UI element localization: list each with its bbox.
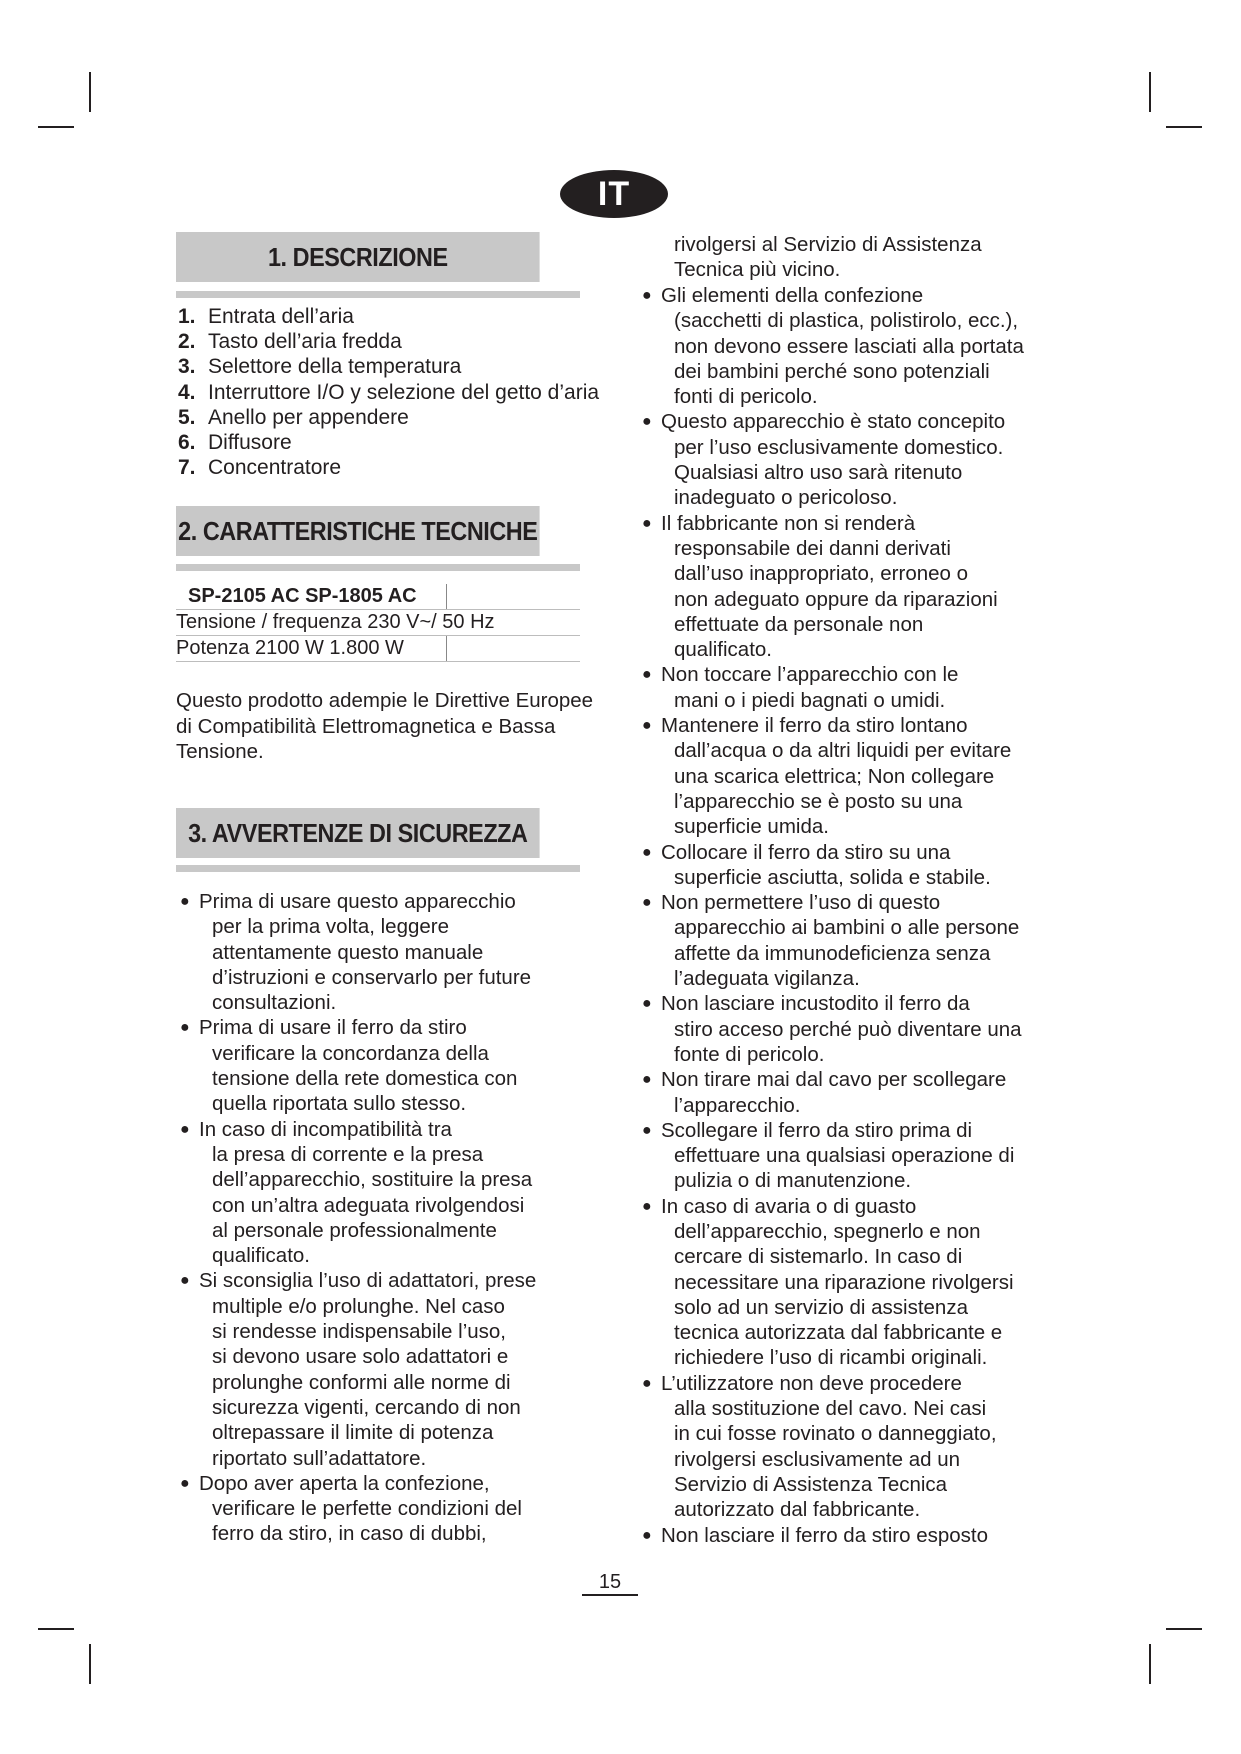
item-number: 2. <box>178 330 196 354</box>
safety-bullet <box>176 1117 596 1269</box>
bullet-line: per l’uso esclusivamente domestico. <box>674 435 1004 459</box>
description-item <box>178 380 599 405</box>
crop-mark <box>1149 1644 1151 1684</box>
bullet-icon: ● <box>642 413 652 431</box>
description-list <box>178 304 599 480</box>
bullet-icon: ● <box>180 1272 190 1290</box>
bullet-line: l’adeguata vigilanza. <box>674 967 860 991</box>
description-item <box>178 405 599 430</box>
safety-bullet <box>638 1523 1078 1548</box>
bullet-line: autorizzato dal fabbricante. <box>674 1498 921 1522</box>
continuation-line: Tecnica più vicino. <box>674 258 841 282</box>
bullet-line: si rendesse indispensabile l’uso, <box>212 1320 507 1344</box>
safety-bullet <box>176 1471 596 1547</box>
bullet-line: superficie asciutta, solida e stabile. <box>674 865 991 889</box>
bullet-line: una scarica elettrica; Non collegare <box>674 764 995 788</box>
bullet-line: superficie umida. <box>674 815 829 839</box>
safety-bullet <box>638 1194 1078 1371</box>
bullet-line: Dopo aver aperta la confezione, <box>199 1471 490 1495</box>
bullet-line: effettuare una qualsiasi operazione di <box>674 1144 1015 1168</box>
spec-divider <box>446 636 447 661</box>
bullet-line: stiro acceso perché può diventare una <box>674 1017 1022 1041</box>
bullet-line: affette da immunodeficienza senza <box>674 941 991 965</box>
safety-bullet <box>638 1118 1078 1194</box>
bullet-line: Prima di usare il ferro da stiro <box>199 1016 467 1040</box>
safety-bullet <box>638 991 1078 1067</box>
crop-mark <box>89 72 91 112</box>
bullet-line: Scollegare il ferro da stiro prima di <box>661 1118 973 1142</box>
bullet-icon: ● <box>642 894 652 912</box>
spec-table-header <box>176 584 580 610</box>
safety-bullet <box>638 1371 1078 1523</box>
bullet-line: si devono usare solo adattatori e <box>212 1345 509 1369</box>
bullet-icon: ● <box>642 1071 652 1089</box>
item-number: 3. <box>178 355 196 379</box>
bullet-line: con un’altra adeguata rivolgendosi <box>212 1193 525 1217</box>
item-number: 1. <box>178 305 196 328</box>
bullet-line: Non lasciare il ferro da stiro esposto <box>661 1523 989 1547</box>
safety-bullet <box>638 662 1078 713</box>
description-item <box>178 329 599 354</box>
bullet-line: In caso di incompatibilità tra <box>199 1117 452 1141</box>
bullet-line: fonte di pericolo. <box>674 1042 825 1066</box>
bullet-line: verificare la concordanza della <box>212 1041 489 1065</box>
item-text: Concentratore <box>208 456 342 480</box>
bullet-line: al personale professionalmente <box>212 1218 497 1242</box>
item-text: Diffusore <box>208 430 292 454</box>
section-title: 1. DESCRIZIONE <box>267 241 448 272</box>
safety-bullet <box>638 283 1078 409</box>
bullet-line: inadeguato o pericoloso. <box>674 486 898 510</box>
bullet-line: Servizio di Assistenza Tecnica <box>674 1472 948 1496</box>
bullet-line: richiedere l’uso di ricambi originali. <box>674 1346 988 1370</box>
bullet-line: dall’acqua o da altri liquidi per evitare <box>674 739 1012 763</box>
bullet-icon: ● <box>642 666 652 684</box>
bullet-line: solo ad un servizio di assistenza <box>674 1295 968 1319</box>
section-header-avvertenze <box>176 808 540 858</box>
bullet-icon: ● <box>642 514 652 532</box>
section-rule <box>176 564 580 571</box>
description-item <box>178 430 599 455</box>
bullet-line: cercare di sistemarlo. In caso di <box>674 1245 963 1269</box>
bullet-line: Prima di usare questo apparecchio <box>199 890 516 913</box>
item-number: 7. <box>178 456 196 480</box>
safety-bullet <box>638 713 1078 839</box>
description-item <box>178 304 599 329</box>
item-number: 4. <box>178 380 196 404</box>
bullet-icon: ● <box>180 1019 190 1037</box>
bullet-line: apparecchio ai bambini o alle persone <box>674 916 1020 940</box>
spec-row-voltage <box>176 610 580 636</box>
bullet-icon: ● <box>642 717 652 735</box>
bullet-line: dei bambini perché sono potenziali <box>674 359 990 383</box>
bullet-line: la presa di corrente e la presa <box>212 1142 484 1166</box>
bullet-line: pulizia o di manutenzione. <box>674 1169 912 1193</box>
bullet-line: Non permettere l’uso di questo <box>661 891 941 915</box>
safety-bullet <box>176 1015 596 1116</box>
item-text: Entrata dell’aria <box>208 305 354 328</box>
safety-list-right <box>638 283 1078 1548</box>
safety-list-left <box>176 889 596 1547</box>
section-header-caratteristiche <box>176 506 540 556</box>
bullet-icon: ● <box>180 893 190 910</box>
section-title: 2. CARATTERISTICHE TECNICHE <box>178 515 538 546</box>
safety-bullet <box>638 840 1078 891</box>
bullet-line: consultazioni. <box>212 991 337 1015</box>
bullet-line: non devono essere lasciati alla portata <box>674 334 1024 358</box>
safety-bullet <box>638 890 1078 991</box>
bullet-line: ferro da stiro, in caso di dubbi, <box>212 1522 487 1546</box>
page-number: 15 <box>582 1570 638 1596</box>
bullet-line: In caso di avaria o di guasto <box>661 1194 917 1218</box>
bullet-line: mani o i piedi bagnati o umidi. <box>674 688 946 712</box>
section-header-descrizione <box>176 232 540 282</box>
bullet-line: per la prima volta, leggere <box>212 915 450 939</box>
safety-bullet <box>176 889 596 1015</box>
bullet-line: necessitare una riparazione rivolgersi <box>674 1270 1014 1294</box>
spec-table <box>176 584 580 662</box>
bullet-line: riportato sull’adattatore. <box>212 1446 427 1470</box>
item-number: 5. <box>178 405 196 429</box>
bullet-line: Si sconsiglia l’uso di adattatori, prese <box>199 1269 537 1293</box>
bullet-line: multiple e/o prolunghe. Nel caso <box>212 1294 505 1318</box>
bullet-line: fonti di pericolo. <box>674 385 818 409</box>
spec-header-text: SP-2105 AC SP-1805 AC <box>188 585 417 607</box>
bullet-line: l’apparecchio se è posto su una <box>674 789 963 813</box>
bullet-line: Gli elementi della confezione <box>661 284 924 307</box>
bullet-icon: ● <box>642 1121 652 1139</box>
bullet-icon: ● <box>642 995 652 1013</box>
bullet-icon: ● <box>180 1474 190 1492</box>
crop-mark <box>89 1644 91 1684</box>
item-number: 6. <box>178 430 196 454</box>
bullet-line: rivolgersi esclusivamente ad un <box>674 1447 960 1471</box>
bullet-line: alla sostituzione del cavo. Nei casi <box>674 1397 987 1421</box>
conformity-note: Questo prodotto adempie le Direttive Europee di Compatibilità Elettromagnetica e Bassa Tensione. <box>176 689 594 763</box>
bullet-line: verificare le perfette condizioni del <box>212 1497 522 1521</box>
section-rule <box>176 865 580 872</box>
bullet-icon: ● <box>642 287 652 304</box>
bullet-line: dall’uso inappropriato, erroneo o <box>674 562 969 586</box>
bullet-icon: ● <box>642 1374 652 1392</box>
bullet-line: quella riportata sullo stesso. <box>212 1092 467 1116</box>
bullet-line: Non lasciare incustodito il ferro da <box>661 992 970 1016</box>
bullet-line: in cui fosse rovinato o danneggiato, <box>674 1422 997 1446</box>
item-text: Anello per appendere <box>208 405 409 429</box>
spec-row-text: Tensione / frequenza 230 V~/ 50 Hz <box>176 611 495 633</box>
bullet-line: prolunghe conformi alle norme di <box>212 1370 511 1394</box>
bullet-icon: ● <box>180 1120 190 1138</box>
safety-bullet <box>176 1268 596 1470</box>
safety-continuation <box>674 232 982 283</box>
bullet-line: l’apparecchio. <box>674 1093 801 1117</box>
section-rule <box>176 291 580 298</box>
spec-divider <box>446 584 447 609</box>
bullet-icon: ● <box>642 1526 652 1544</box>
bullet-line: oltrepassare il limite di potenza <box>212 1421 494 1445</box>
bullet-line: Collocare il ferro da stiro su una <box>661 840 951 864</box>
crop-mark <box>1166 126 1202 128</box>
safety-bullet <box>638 511 1078 663</box>
bullet-line: Qualsiasi altro uso sarà ritenuto <box>674 461 963 485</box>
bullet-line: effettuate da personale non <box>674 612 924 636</box>
bullet-line: qualificato. <box>674 638 773 662</box>
bullet-line: d’istruzioni e conservarlo per future <box>212 965 532 989</box>
bullet-line: tensione della rete domestica con <box>212 1067 518 1091</box>
bullet-icon: ● <box>642 843 652 861</box>
description-item <box>178 354 599 379</box>
crop-mark <box>1166 1628 1202 1630</box>
language-badge: IT <box>560 170 668 218</box>
bullet-line: tecnica autorizzata dal fabbricante e <box>674 1321 1003 1345</box>
bullet-line: Non toccare l’apparecchio con le <box>661 663 959 687</box>
bullet-line: Questo apparecchio è stato concepito <box>661 410 1006 434</box>
bullet-line: Non tirare mai dal cavo per scollegare <box>661 1068 1007 1092</box>
crop-mark <box>38 126 74 128</box>
item-text: Interruttore I/O y selezione del getto d’aria <box>208 380 600 404</box>
bullet-line: L’utilizzatore non deve procedere <box>661 1371 962 1395</box>
bullet-line: attentamente questo manuale <box>212 940 484 964</box>
continuation-line: rivolgersi al Servizio di Assistenza <box>674 233 982 256</box>
item-text: Tasto dell’aria fredda <box>208 330 402 354</box>
spec-row-power <box>176 636 580 662</box>
safety-bullet <box>638 409 1078 510</box>
section-title: 3. AVVERTENZE DI SICUREZZA <box>188 817 528 848</box>
crop-mark <box>38 1628 74 1630</box>
bullet-line: non adeguato oppure da riparazioni <box>674 587 998 611</box>
safety-bullet <box>638 1067 1078 1118</box>
bullet-line: Il fabbricante non si renderà <box>661 511 916 535</box>
bullet-line: (sacchetti di plastica, polistirolo, ecc.), <box>674 309 1019 333</box>
description-item <box>178 455 599 480</box>
bullet-line: responsabile dei danni derivati <box>674 536 951 560</box>
bullet-line: dell’apparecchio, spegnerlo e non <box>674 1219 981 1243</box>
bullet-icon: ● <box>642 1197 652 1215</box>
bullet-line: Mantenere il ferro da stiro lontano <box>661 714 968 738</box>
crop-mark <box>1149 72 1151 112</box>
bullet-line: dell’apparecchio, sostituire la presa <box>212 1168 533 1192</box>
spec-row-text: Potenza 2100 W 1.800 W <box>176 637 404 659</box>
bullet-line: qualificato. <box>212 1244 311 1268</box>
bullet-line: sicurezza vigenti, cercando di non <box>212 1395 521 1419</box>
item-text: Selettore della temperatura <box>208 355 462 379</box>
